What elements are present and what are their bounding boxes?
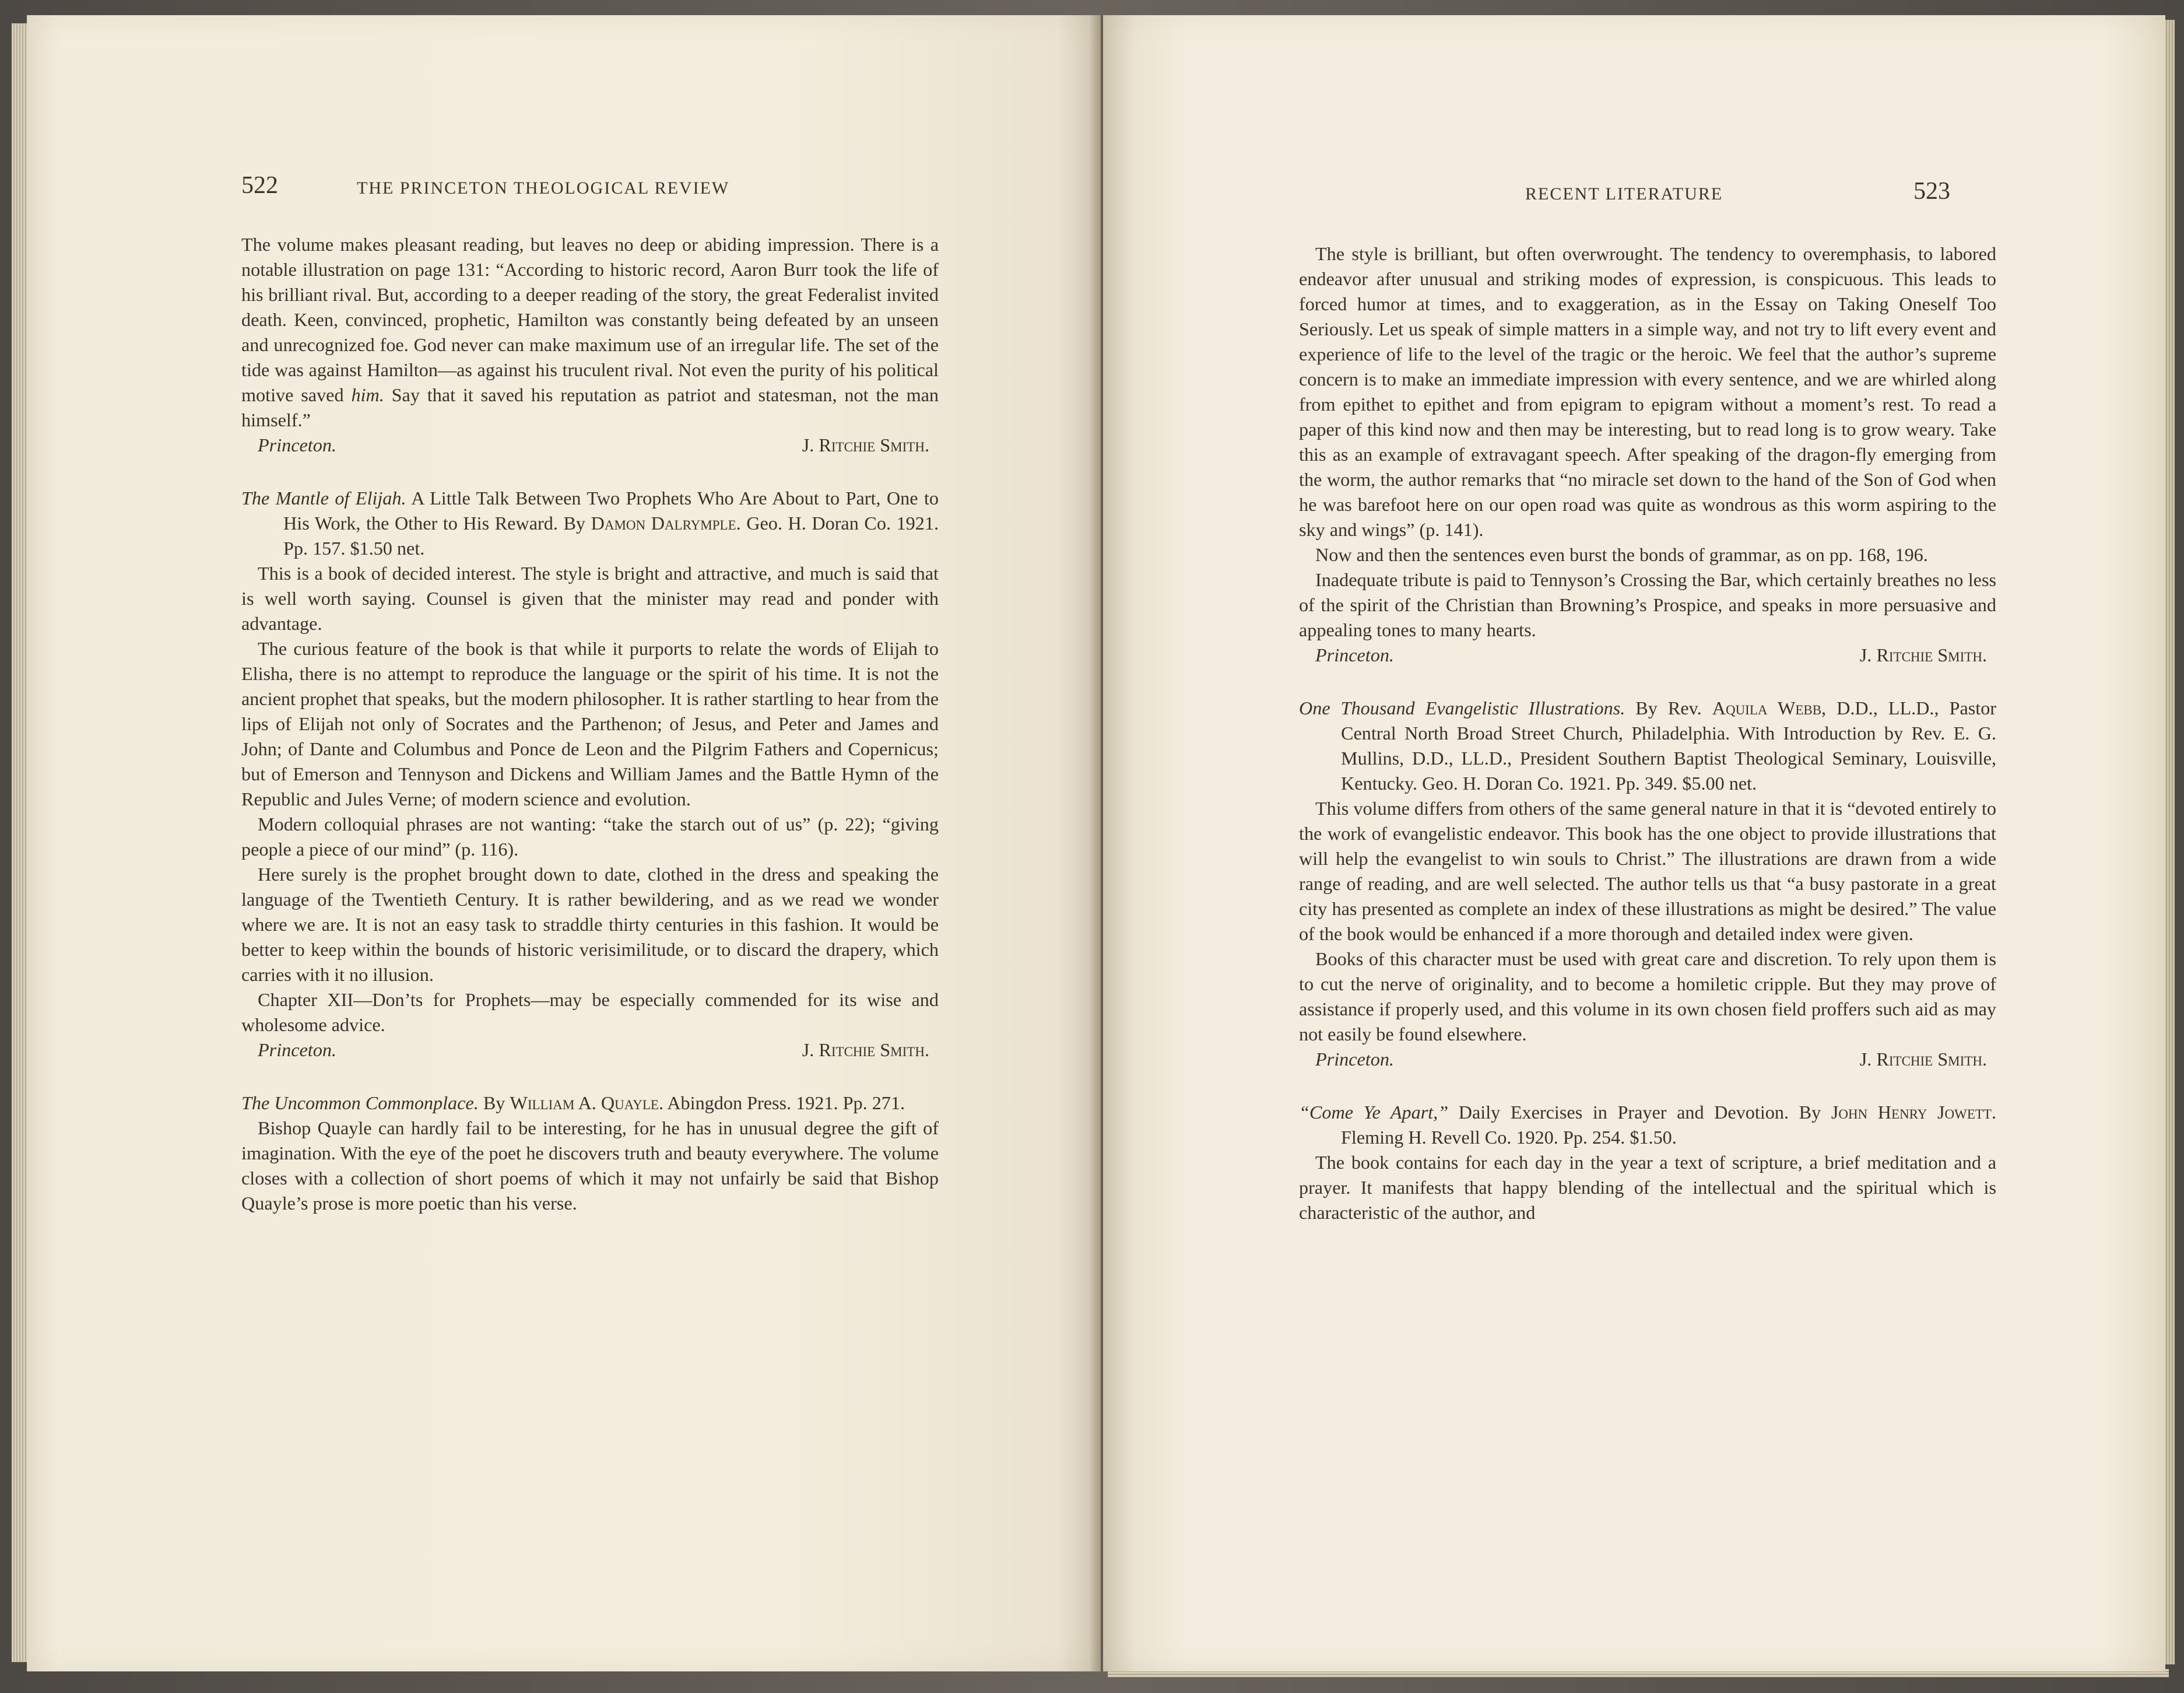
- signature-name: J. Ritchie Smith.: [1859, 1049, 1987, 1070]
- signature-place: Princeton.: [258, 1039, 336, 1060]
- signature-name: J. Ritchie Smith.: [1859, 644, 1987, 665]
- right-page: [1103, 15, 2165, 1671]
- right-signature-1: [1299, 643, 1996, 668]
- right-paragraph: Books of this character must be used with great care and discretion. To rely upon them is to cut the nerve of originality, and to become a homiletic cripple. But they may prove of assistance if properly used, and this volume in its own chosen field proffers such aid as may not easily be found elsewhere.: [1299, 948, 1996, 1044]
- left-paragraph: The volume makes pleasant reading, but leaves no deep or abiding impression. There is a notable illustration on page 131: “According to historic record, Aaron Burr took the life of his brilliant rival. But, according to a deeper reading of the story, the great Federalist invited death. Keen, convinced, prophetic, Hamilton was constantly being defeated by an unseen and unrecognized foe. God never can make maximum use of an irregular life. The set of the tide was against Hamilton—as against his truculent rival. Not even the purity of his political motive saved him. Say that it saved his reputation as patriot and statesman, not the man himself.”: [241, 234, 939, 430]
- left-paragraph: Chapter XII—Don’ts for Prophets—may be especially commended for its wise and wholesome advice.: [241, 989, 939, 1035]
- review-entry-mantle-of-elijah: The Mantle of Elijah. A Little Talk Between Two Prophets Who Are About to Part, One to His Work, the Other to His Reward. By Damon Dalrymple. Geo. H. Doran Co. 1921. Pp. 157. $1.50 net.: [241, 488, 939, 559]
- right-running-head: RECENT LITERATURE: [1525, 184, 1723, 204]
- left-paragraph: The curious feature of the book is that while it purports to relate the words of Elijah to Elisha, there is no attempt to reproduce the language or the spirit of his time. It is not the ancient prophet that speaks, but the modern philosopher. It is rather startling to hear from the lips of Elijah not only of Socrates and the Parthenon; of Jesus, and Peter and James and John; of Dante and Columbus and Ponce de Leon and the Pilgrim Fathers and Copernicus; but of Emerson and Tennyson and Dickens and William James and the Battle Hymn of the Republic and Jules Verne; of modern science and evolution.: [241, 638, 939, 809]
- right-paragraph: Now and then the sentences even burst the bonds of grammar, as on pp. 168, 196.: [1315, 544, 1928, 565]
- right-page-number: 523: [1913, 178, 1950, 205]
- signature-place: Princeton.: [1315, 644, 1394, 665]
- left-page-number: 522: [241, 172, 278, 199]
- left-paragraph: Bishop Quayle can hardly fail to be interesting, for he has in unusual degree the gift of imagination. With the eye of the poet he discovers truth and beauty everywhere. The volume closes with a collection of short poems of which it may not unfairly be said that Bishop Quayle’s prose is more poetic than his verse.: [241, 1117, 939, 1214]
- left-paragraph: This is a book of decided interest. The style is bright and attractive, and much is said that is well worth saying. Counsel is given that the minister may read and ponder with advantage.: [241, 563, 939, 634]
- signature-name: J. Ritchie Smith.: [802, 434, 929, 455]
- right-paragraph: This volume differs from others of the same general nature in that it is “devoted entirely to the work of evangelistic endeavor. This book has the one object to provide illustrations that will help the evangelist to win souls to Christ.” The illustrations are drawn from a wide range of reading, and are well selected. The author tells us that “a busy pastorate in a great city has presented as complete an index of these illustrations as might be desired.” The value of the book would be enhanced if a more thorough and detailed index were given.: [1299, 798, 1996, 944]
- left-signature-1: [241, 433, 939, 458]
- signature-name: J. Ritchie Smith.: [802, 1039, 929, 1060]
- review-entry-uncommon-commonplace: The Uncommon Commonplace. By William A. Quayle. Abingdon Press. 1921. Pp. 271.: [241, 1092, 905, 1113]
- right-text-column: [1299, 241, 1996, 1225]
- review-entry-evangelistic-illustrations: One Thousand Evangelistic Illustrations. By Rev. Aquila Webb, D.D., LL.D., Pastor Central North Broad Street Church, Philadelphia. With Introduction by Rev. E. G. Mullins, D.D., LL.D., President Southern Baptist Theological Seminary, Louisville, Kentucky. Geo. H. Doran Co. 1921. Pp. 349. $5.00 net.: [1299, 697, 1997, 794]
- left-signature-2: [241, 1037, 939, 1063]
- right-paragraph: The style is brilliant, but often overwrought. The tendency to overemphasis, to labored endeavor after unusual and striking modes of expression, is conspicuous. This leads to forced humor at times, and to exaggeration, as in the Essay on Taking Oneself Too Seriously. Let us speak of simple matters in a simple way, and not try to lift every event and experience of life to the level of the tragic or the heroic. We feel that the author’s supreme concern is to make an immediate impression with every sentence, and we are whirled along from epithet to epithet and from epigram to epigram without a moment’s rest. To read a paper of this kind now and then may be interesting, but to read long is to grow weary. Take this as an example of extravagant speech. After speaking of the dragon-fly emerging from the worm, the author remarks that “no miracle set down to the hand of the Son of God when he was barefoot here on our open road was quite as wondrous as this worm aspiring to the sky and wings” (p. 141).: [1299, 243, 1996, 540]
- left-running-head: THE PRINCETON THEOLOGICAL REVIEW: [357, 178, 730, 198]
- right-paragraph: Inadequate tribute is paid to Tennyson’s Crossing the Bar, which certainly breathes no less of the spirit of the Christian than Browning’s Prospice, and speaks in more persuasive and appealing tones to many hearts.: [1299, 569, 1996, 640]
- left-page: [27, 15, 1101, 1671]
- signature-place: Princeton.: [1315, 1049, 1394, 1070]
- left-paragraph: Here surely is the prophet brought down to date, clothed in the dress and speaking the language of the Twentieth Century. It is rather bewildering, and as we read we wonder where we are. It is not an easy task to straddle thirty centuries in this fashion. It would be better to keep within the bounds of historic verisimilitude, or to discard the drapery, which carries with it no illusion.: [241, 864, 939, 985]
- left-paragraph: Modern colloquial phrases are not wanting: “take the starch out of us” (p. 22); “giving people a piece of our mind” (p. 116).: [241, 814, 939, 860]
- left-text-column: [241, 232, 939, 1216]
- review-entry-come-ye-apart: “Come Ye Apart,” Daily Exercises in Prayer and Devotion. By John Henry Jowett. Fleming H. Revell Co. 1920. Pp. 254. $1.50.: [1299, 1102, 1997, 1148]
- right-signature-2: [1299, 1047, 1996, 1072]
- right-page-edges: [2164, 20, 2175, 1664]
- signature-place: Princeton.: [258, 434, 336, 455]
- right-paragraph: The book contains for each day in the year a text of scripture, a brief meditation and a prayer. It manifests that happy blending of the intellectual and the spiritual which is characteristic of the author, and: [1299, 1152, 1996, 1223]
